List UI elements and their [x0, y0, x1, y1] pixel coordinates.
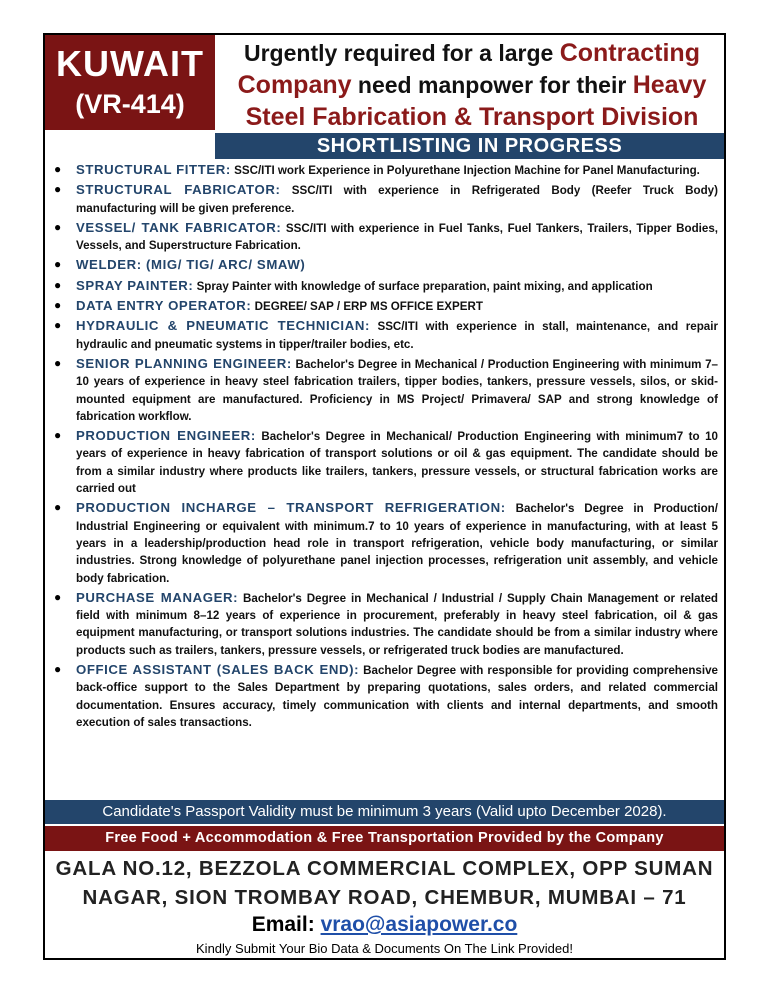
job-title: HYDRAULIC & PNEUMATIC TECHNICIAN: [76, 318, 370, 334]
job-description: Bachelor's Degree in Production/ Industrial Engineering or equivalent with minimum.7 to 10 years of experience in manufacturing, with at least 5 years in a leadership/production head role in transport refrigeration, vehicle body manufacturing, or similar industries. Strong knowledge of polyurethane panel injection processes, refrigeration unit assembly, and vehicle body fabrication. [76, 502, 718, 585]
job-title: SENIOR PLANNING ENGINEER: [76, 355, 292, 371]
job-item [50, 317, 718, 353]
bullet-icon: ● [54, 277, 62, 292]
job-title: VESSEL/ TANK FABRICATOR: [76, 219, 282, 235]
job-description: DEGREE/ SAP / ERP MS OFFICE EXPERT [254, 300, 483, 314]
job-title: OFFICE ASSISTANT (SALES BACK END): [76, 662, 360, 678]
job-description: SSC/ITI work Experience in Polyurethane Injection Machine for Panel Manufacturing. [234, 164, 700, 177]
job-description: SSC/ITI with experience in Refrigerated Body (Reefer Truck Body) manufacturing will be given preference. [76, 184, 718, 215]
bullet-icon: ● [54, 428, 62, 443]
status-banner: SHORTLISTING IN PROGRESS [215, 133, 724, 159]
job-description: SSC/ITI with experience in Fuel Tanks, Fuel Tankers, Trailers, Tipper Bodies, Vessels, and Superstructure Fabrication. [76, 221, 718, 253]
job-description: Spray Painter with knowledge of surface preparation, paint mixing, and application [196, 279, 653, 293]
job-description: Bachelor Degree with responsible for providing comprehensive back-office support to the Sales Department by preparing quotations, sales orders, and related commercial documentation. Ensures accuracy, timely communication with clients and internal departments, and smooth execution of sales transactions. [76, 664, 718, 729]
job-title: PRODUCTION ENGINEER: [76, 428, 256, 444]
bullet-icon: ● [54, 182, 62, 197]
headline-part: need manpower for their [351, 72, 633, 98]
benefits-banner: Free Food + Accommodation & Free Transportation Provided by the Company [45, 826, 724, 851]
country-badge [45, 35, 215, 130]
job-item [50, 181, 718, 217]
job-item [50, 427, 718, 497]
job-description: SSC/ITI with experience in stall, maintenance, and repair hydraulic and pneumatic systems in tipper/trailer bodies, etc. [76, 320, 718, 351]
job-item [50, 256, 718, 274]
job-title: DATA ENTRY OPERATOR: [76, 298, 252, 314]
bullet-icon: ● [54, 162, 62, 176]
headline-part-highlight: Contracting Company [237, 39, 700, 99]
address-line: GALA NO.12, BEZZOLA COMMERCIAL COMPLEX, OPP SUMAN [55, 857, 714, 880]
submit-note: Kindly Submit Your Bio Data & Documents On The Link Provided! [196, 941, 573, 956]
job-item [50, 297, 718, 315]
bullet-icon: ● [54, 257, 62, 272]
job-item [50, 661, 718, 731]
job-item [50, 161, 718, 179]
job-item [50, 499, 718, 586]
job-item [50, 219, 718, 255]
email-link[interactable]: vrao@asiapower.co [320, 913, 518, 936]
job-item [50, 589, 718, 659]
job-description: Bachelor's Degree in Mechanical/ Production Engineering with minimum7 to 10 years of experience in heavy fabrication of transport solutions or oil & gas equipment. The candidate should be from a similar industry where products like trailers, tankers, pressure vessels, or structural fabrication works are carried out [76, 430, 718, 496]
job-list [50, 161, 718, 733]
job-title: PURCHASE MANAGER: [76, 589, 239, 605]
headline-part-highlight: Heavy Steel Fabrication & Transport Division [245, 71, 707, 131]
job-title: STRUCTURAL FITTER: [76, 162, 231, 177]
vacancy-reference: (VR-414) [75, 89, 185, 119]
country-name: KUWAIT [56, 43, 204, 84]
job-item [50, 277, 718, 295]
job-description: Bachelor's Degree in Mechanical / Industrial / Supply Chain Management or related field with minimum 8–12 years of experience in procurement, preferably in heavy steel fabrication, oil & gas equipment manufacturing, or transport solutions industries. The candidate should be from a similar industry where products such as trailers, tankers, pressure vessels, or refrigerated truck bodies are manufactured. [76, 591, 718, 657]
address-line: NAGAR, SION TROMBAY ROAD, CHEMBUR, MUMBAI – 71 [82, 886, 687, 909]
email-label: Email: [251, 913, 315, 936]
job-title: WELDER: (MIG/ TIG/ ARC/ SMAW) [76, 257, 306, 273]
email-row [45, 911, 724, 939]
bullet-icon: ● [54, 355, 62, 370]
job-title: SPRAY PAINTER: [76, 277, 194, 293]
headline [222, 37, 722, 133]
passport-validity-note: Candidate's Passport Validity must be minimum 3 years (Valid upto December 2028). [45, 800, 724, 824]
office-address [45, 854, 724, 912]
headline-part: Urgently required for a large [244, 40, 560, 66]
bullet-icon: ● [54, 500, 62, 515]
bullet-icon: ● [54, 318, 62, 333]
bullet-icon: ● [54, 662, 62, 677]
job-description: Bachelor's Degree in Mechanical / Production Engineering with minimum 7–10 years of experience in heavy steel fabrication trailers, tipper bodies, tankers, pressure vessels, silos, or skid-mounted equipment are manufactured. Proficiency in MS Project/ Primavera/ SAP and strong knowledge of fabrication workflow. [76, 357, 718, 423]
job-title: PRODUCTION INCHARGE – TRANSPORT REFRIGERATION: [76, 500, 506, 516]
bullet-icon: ● [54, 298, 62, 313]
job-title: STRUCTURAL FABRICATOR: [76, 182, 281, 198]
job-item [50, 355, 718, 425]
bullet-icon: ● [54, 219, 62, 234]
bullet-icon: ● [54, 589, 62, 604]
